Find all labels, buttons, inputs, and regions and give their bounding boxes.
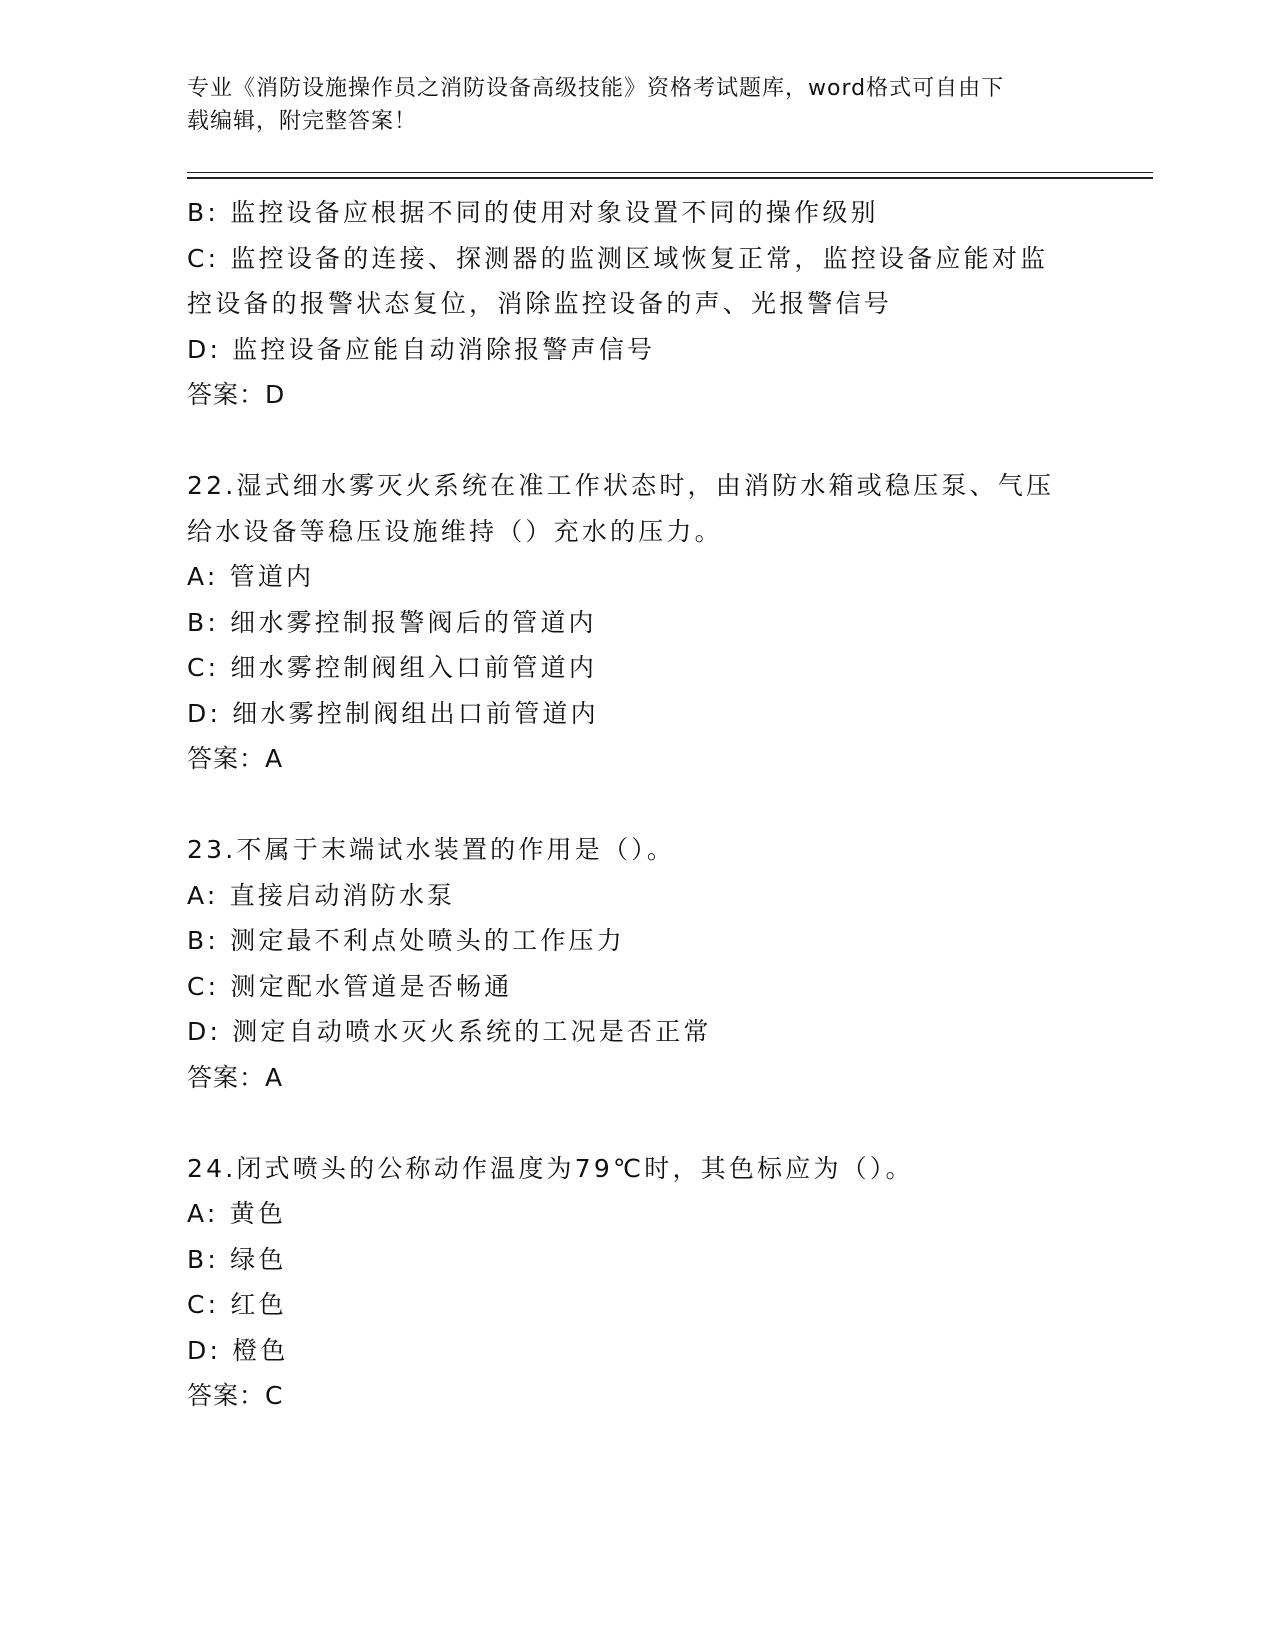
prev-option-c-line-2: 控设备的报警状态复位，消除监控设备的声、光报警信号 [187,289,893,318]
answer-label: 答案： [187,380,266,409]
prev-option-d: D: 监控设备应能自动消除报警声信号 [187,334,656,364]
question-23-option-c: C: 测定配水管道是否畅通 [187,971,513,1001]
question-24-option-c: C: 红色 [187,1290,287,1319]
answer-label: 答案： [187,744,266,773]
question-22-option-b: B: 细水雾控制报警阀后的管道内 [187,607,597,637]
question-22-option-a: A: 管道内 [187,562,315,591]
question-24-option-b: B: 绿色 [187,1244,287,1274]
spacer [187,782,1087,828]
question-22-option-d: D: 细水雾控制阀组出口前管道内 [187,698,599,728]
question-22-stem-line-1: 22.湿式细水雾灭火系统在准工作状态时，由消防水箱或稳压泵、气压 [187,471,1055,500]
answer-value: A [265,744,285,773]
question-23-option-d: D: 测定自动喷水灭火系统的工况是否正常 [187,1017,712,1046]
answer-label: 答案： [187,1381,266,1410]
prev-option-b: B: 监控设备应根据不同的使用对象设置不同的操作级别 [187,198,879,227]
answer-value: C [265,1381,285,1410]
header-divider-top [187,172,1153,173]
prev-option-c-line-1: C: 监控设备的连接、探测器的监测区域恢复正常，监控设备应能对监 [187,243,1049,273]
question-22-option-c: C: 细水雾控制阀组入口前管道内 [187,653,598,682]
question-content [187,190,1087,1419]
question-24-option-a: A: 黄色 [187,1199,287,1228]
question-23-option-b: B: 测定最不利点处喷头的工作压力 [187,926,625,955]
header-divider-bottom [187,177,1153,179]
spacer [187,1100,1087,1146]
question-24-option-d: D: 橙色 [187,1335,289,1365]
question-23-option-a: A: 直接启动消防水泵 [187,880,456,910]
question-22-stem-line-2: 给水设备等稳压设施维持（）充水的压力。 [187,516,723,546]
question-23-answer [187,1055,1087,1101]
prev-answer [187,372,1087,418]
question-24-answer [187,1373,1087,1419]
question-23-stem-line-1: 23.不属于末端试水装置的作用是（）。 [187,835,676,864]
answer-value: D [265,380,287,409]
document-header [187,72,1067,138]
answer-label: 答案： [187,1062,266,1092]
spacer [187,418,1087,464]
header-line-1: 专业《消防设施操作员之消防设备高级技能》资格考试题库，word格式可自由下 [187,76,1005,101]
question-24-stem-line-1: 24.闭式喷头的公称动作温度为79℃时，其色标应为（）。 [187,1153,914,1183]
header-line-2: 载编辑，附完整答案！ [187,109,418,134]
answer-value: A [265,1062,285,1092]
question-22-answer [187,736,1087,782]
